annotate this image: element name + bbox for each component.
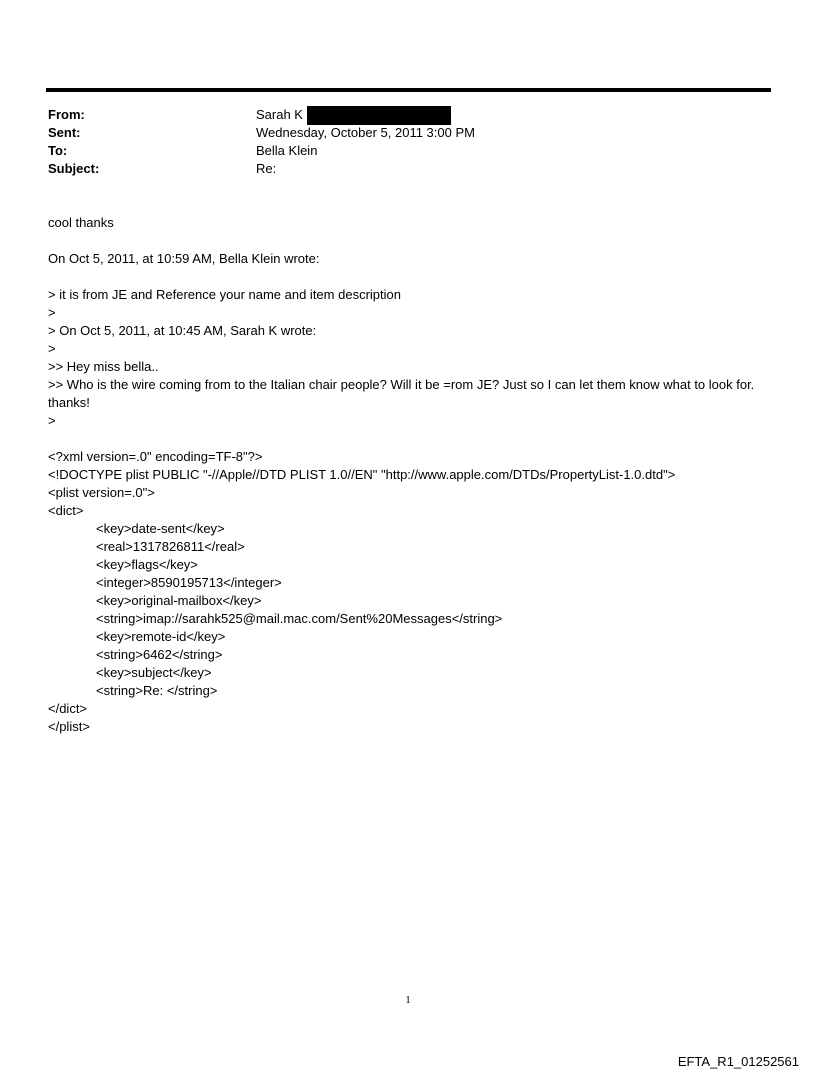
plist-xml-declaration: <?xml version=.0" encoding=TF-8"?> [48, 449, 263, 464]
quoted-line: > [48, 413, 56, 428]
attribution-line: On Oct 5, 2011, at 10:59 AM, Bella Klein wrote: [48, 251, 320, 266]
plist-value: <string>imap://sarahk525@mail.mac.com/Sent%20Messages</string> [96, 611, 503, 626]
redaction-box [307, 106, 451, 125]
quoted-line: >> Who is the wire coming from to the Italian chair people? Will it be =rom JE? Just so I can let them know what to look for. thanks! [48, 377, 758, 410]
reply-text: cool thanks [48, 215, 114, 230]
plist-key: <key>subject</key> [96, 665, 212, 680]
dict-open-tag: <dict> [48, 503, 84, 518]
plist-key: <key>date-sent</key> [96, 521, 225, 536]
plist-key: <key>flags</key> [96, 557, 198, 572]
spacer [48, 430, 768, 448]
quoted-line: > it is from JE and Reference your name and item description [48, 287, 401, 302]
plist-open-tag: <plist version=.0"> [48, 485, 155, 500]
from-value-wrap [256, 106, 451, 124]
email-body [48, 214, 768, 736]
sent-value: Wednesday, October 5, 2011 3:00 PM [256, 125, 475, 140]
plist-key: <key>remote-id</key> [96, 629, 226, 644]
plist-value: <string>6462</string> [96, 647, 223, 662]
quoted-line: >> Hey miss bella.. [48, 359, 159, 374]
subject-value: Re: [256, 161, 277, 176]
header-rule [46, 88, 771, 92]
quoted-line: > [48, 305, 56, 320]
plist-close-tag: </plist> [48, 719, 90, 734]
spacer [48, 232, 768, 250]
page-number: 1 [405, 994, 411, 1006]
email-header [48, 106, 768, 178]
plist-key: <key>original-mailbox</key> [96, 593, 262, 608]
document-id: EFTA_R1_01252561 [677, 1054, 799, 1069]
from-label: From: [48, 107, 85, 122]
plist-value: <integer>8590195713</integer> [96, 575, 282, 590]
subject-row [48, 160, 768, 178]
plist-value: <string>Re: </string> [96, 683, 218, 698]
sent-label: Sent: [48, 125, 81, 140]
to-row [48, 142, 768, 160]
dict-close-tag: </dict> [48, 701, 88, 716]
from-value: Sarah K [256, 107, 303, 122]
spacer [48, 268, 768, 286]
to-label: To: [48, 143, 68, 158]
to-value: Bella Klein [256, 143, 318, 158]
quoted-line: > On Oct 5, 2011, at 10:45 AM, Sarah K wrote: [48, 323, 317, 338]
from-row [48, 106, 768, 124]
sent-row [48, 124, 768, 142]
plist-doctype: <!DOCTYPE plist PUBLIC "-//Apple//DTD PLIST 1.0//EN" "http://www.apple.com/DTDs/PropertyList-1.0.dtd"> [48, 467, 676, 482]
quoted-line: > [48, 341, 56, 356]
plist-value: <real>1317826811</real> [96, 539, 245, 554]
subject-label: Subject: [48, 161, 100, 176]
